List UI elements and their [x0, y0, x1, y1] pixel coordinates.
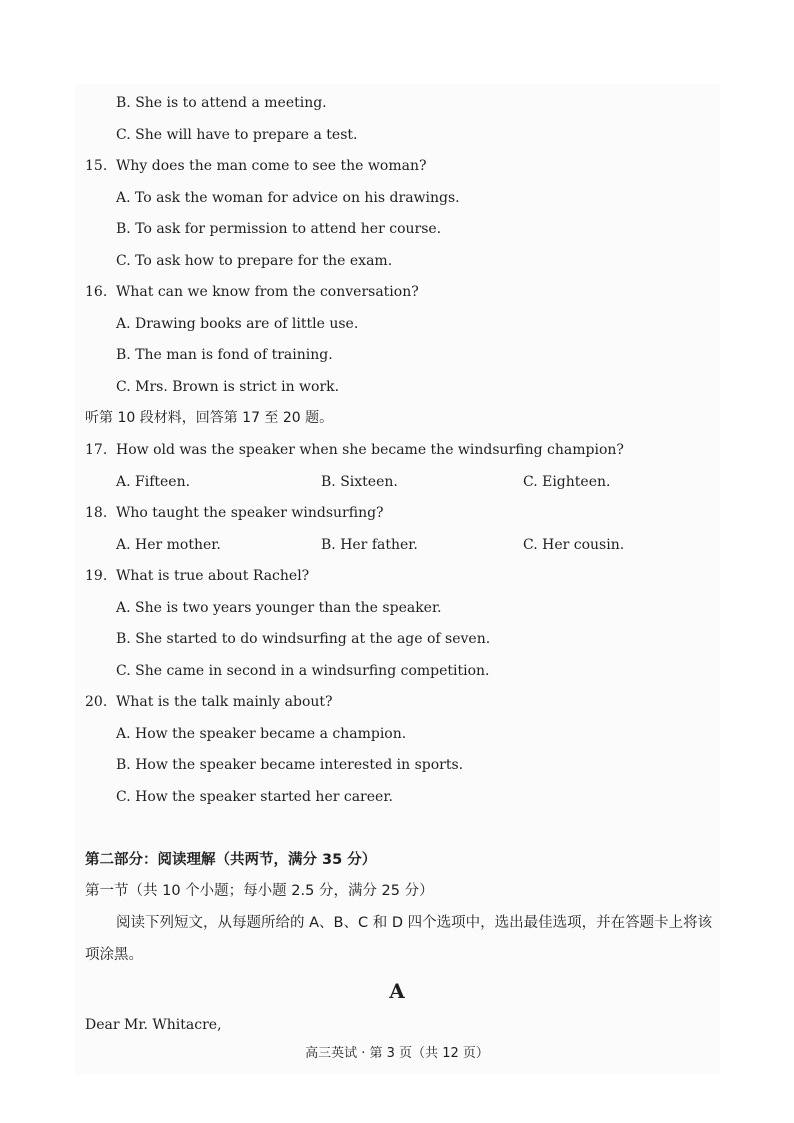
option-19c: C. She came in second in a windsurfing competition.: [116, 663, 490, 679]
instruction-line-2: 项涂黑。: [85, 947, 143, 963]
option-16c: C. Mrs. Brown is strict in work.: [116, 379, 340, 395]
page-footer: 高三英试 · 第 3 页（共 12 页）: [305, 1046, 489, 1061]
option-18a: A. Her mother.: [116, 537, 221, 553]
option-16b: B. The man is fond of training.: [116, 347, 333, 363]
part-heading: 第二部分：阅读理解（共两节，满分 35 分）: [85, 852, 377, 868]
option-15c: C. To ask how to prepare for the exam.: [116, 253, 393, 269]
question-18: [85, 504, 384, 522]
question-20: [85, 693, 333, 711]
option-15b: B. To ask for permission to attend her course.: [116, 221, 442, 237]
question-text: What can we know from the conversation?: [116, 284, 419, 300]
question-16: [85, 283, 419, 301]
question-19: [85, 567, 309, 585]
option-18c: C. Her cousin.: [523, 537, 625, 553]
option-14b: B. She is to attend a meeting.: [116, 95, 327, 111]
option-20b: B. How the speaker became interested in sports.: [116, 757, 464, 773]
option-20c: C. How the speaker started her career.: [116, 789, 393, 805]
option-17b: B. Sixteen.: [321, 474, 398, 490]
option-14c: C. She will have to prepare a test.: [116, 127, 358, 143]
question-text: How old was the speaker when she became the windsurfing champion?: [116, 442, 624, 458]
question-text: What is the talk mainly about?: [116, 694, 333, 710]
option-19a: A. She is two years younger than the speaker.: [116, 600, 442, 616]
option-20a: A. How the speaker became a champion.: [116, 726, 407, 742]
question-number: 16.: [85, 284, 108, 300]
question-number: 20.: [85, 694, 108, 710]
question-17: [85, 441, 624, 459]
option-16a: A. Drawing books are of little use.: [116, 316, 359, 332]
letter-salutation: Dear Mr. Whitacre,: [85, 1017, 222, 1033]
option-17a: A. Fifteen.: [116, 474, 191, 490]
option-17c: C. Eighteen.: [523, 474, 611, 490]
passage-title: A: [389, 979, 405, 1003]
option-15a: A. To ask the woman for advice on his drawings.: [116, 190, 460, 206]
section-instruction: 听第 10 段材料，回答第 17 至 20 题。: [85, 410, 334, 426]
option-19b: B. She started to do windsurfing at the age of seven.: [116, 631, 491, 647]
question-text: What is true about Rachel?: [116, 568, 310, 584]
question-text: Why does the man come to see the woman?: [116, 158, 427, 174]
section-heading: 第一节（共 10 个小题；每小题 2.5 分，满分 25 分）: [85, 883, 434, 899]
question-number: 17.: [85, 442, 108, 458]
question-number: 15.: [85, 158, 108, 174]
question-text: Who taught the speaker windsurfing?: [116, 505, 384, 521]
question-number: 19.: [85, 568, 108, 584]
question-number: 18.: [85, 505, 108, 521]
question-15: [85, 157, 426, 175]
instruction-line-1: 阅读下列短文，从每题所给的 A、B、C 和 D 四个选项中，选出最佳选项，并在答题卡上将该: [116, 915, 713, 931]
option-18b: B. Her father.: [321, 537, 418, 553]
